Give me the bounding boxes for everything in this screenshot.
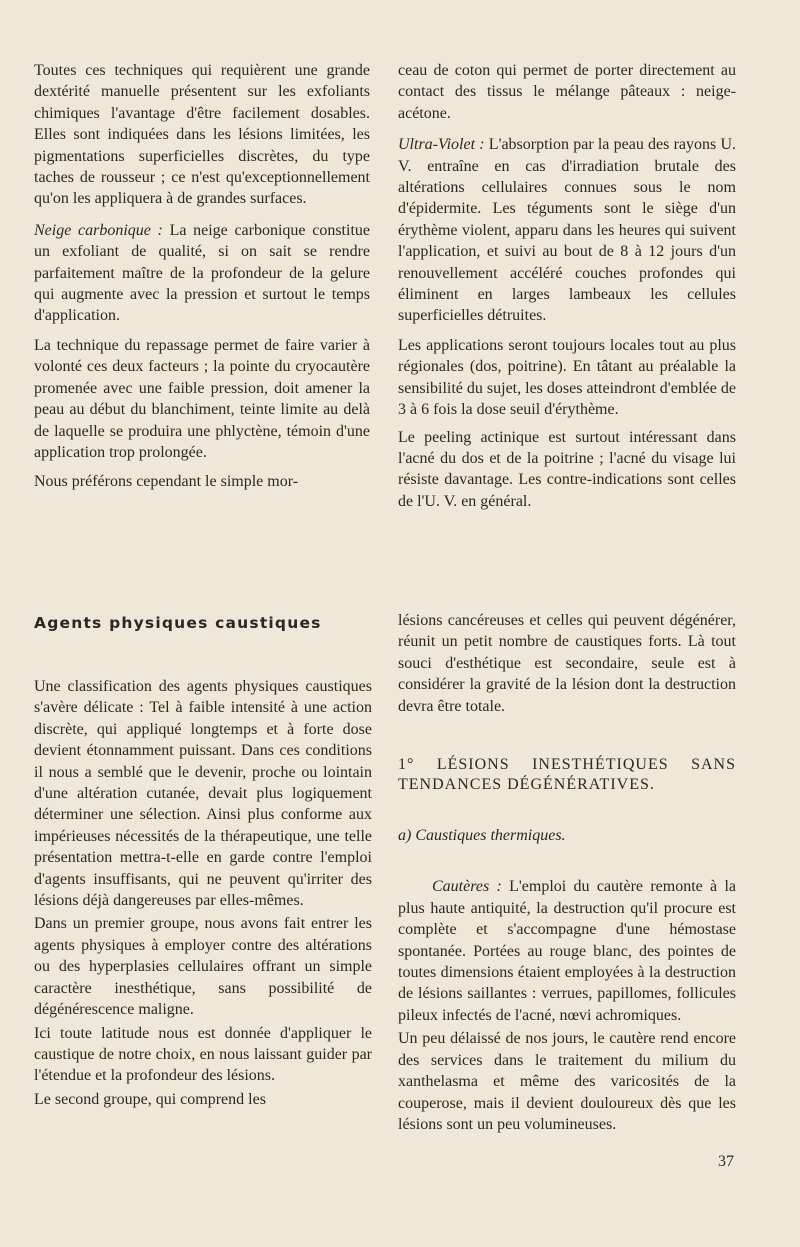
paragraph: Un peu délaissé de nos jours, le cautère rend encore des services dans le traitement du milium du xanthelasma et même des varicosités de la couperose, mais il devient douloureux dès que les lésions sont un peu volumineuses. (398, 1030, 736, 1133)
paragraph (34, 220, 370, 327)
paragraph: Ici toute latitude nous est donnée d'appliquer le caustique de notre choix, en nous laissant guider par l'étendue et la profondeur des lésions. (34, 1024, 372, 1085)
term-neige-carbonique: Neige carbonique : (34, 221, 163, 239)
paragraph: Toutes ces techniques qui requièrent une grande dextérité manuelle présentent sur les exfoliants chimiques l'avantage d'être facilement dosables. Elles sont indiquées dans les lésions limitées, les pigmentations superficielles discrètes, du type taches de rousseur ; ce n'est qu'exceptionnellement qu'on les appliquera à de grandes surfaces. (34, 62, 370, 208)
term-cauteres: Cautères : (432, 878, 502, 896)
paragraph: Le second groupe, qui comprend les (34, 1090, 266, 1108)
paragraph-text: L'absorption par la peau des rayons U. V. entraîne en cas d'irradiation brutale des altérations cellulaires connues sous le nom d'épidermite. Les téguments sont le siège d'un érythème violent, apparu dans les heures qui suivent l'application, et suivi au bout de 8 à 12 jours d'un renouvellement accéléré couches profondes qui éliminent en larges lambeaux les cellules superficielles détruites. (398, 136, 737, 325)
page-number: 37 (718, 1153, 734, 1170)
paragraph: Les applications seront toujours locales tout au plus régionales (dos, poitrine). En tâtant au préalable la sensibilité du sujet, les doses atteindront d'emblée de 3 à 6 fois la dose seuil d'érythème. (398, 336, 736, 419)
paragraph: lésions cancéreuses et celles qui peuvent dégénérer, réunit un petit nombre de caustiques forts. Là tout souci d'esthétique est secondaire, seule est à considérer la gravité de la lésion dont la destruction devra être totale. (398, 612, 736, 715)
paragraph: Le peeling actinique est surtout intéressant dans l'acné du dos et de la poitrine ; l'acné du visage lui résiste davantage. Les contre-indications sont celles de l'U. V. en général. (398, 428, 736, 510)
paragraph: Nous préférons cependant le simple mor- (34, 473, 299, 491)
paragraph (398, 876, 736, 1026)
paragraph: La technique du repassage permet de faire varier à volonté ces deux facteurs ; la pointe du cryocautère promenée avec une faible pression, doit amener la peau au début du blanchiment, teinte limite au delà de laquelle se produira une phlyctène, témoin d'une application trop prolongée. (34, 336, 370, 461)
paragraph: ceau de coton qui permet de porter directement au contact des tissus le mélange pâteaux : neige-acétone. (398, 62, 736, 122)
subheading: 1° LÉSIONS INESTHÉTIQUES SANS TENDANCES DÉGÉNÉRATIVES. (398, 756, 736, 794)
term-ultra-violet: Ultra-Violet : (398, 136, 485, 154)
paragraph (398, 134, 736, 327)
column-bottom-right (398, 610, 736, 1141)
paragraph-text: La neige carbonique constitue un exfoliant de qualité, si on sait se rendre parfaitement maître de la profondeur de la gelure qui augmente avec la pression et surtout le temps d'application. (34, 221, 370, 325)
sub-subheading: a) Caustiques thermiques. (398, 827, 566, 845)
column-top-right (398, 60, 736, 518)
paragraph: Dans un premier groupe, nous avons fait entrer les agents physiques à employer contre des altérations ou des hyperplasies cellulaires offrant un simple caractère inesthétique, sans possibilité de dégénérescence maligne. (34, 915, 372, 1019)
paragraph-text: L'emploi du cautère remonte à la plus haute antiquité, la destruction qu'il procure est complète et s'accompagne d'une hémostase spontanée. Portées au rouge blanc, des pointes de toutes dimensions étaient employées à la destruction de lésions saillantes : verrues, papillomes, follicules pileux infectés de l'acné, nœvi achromiques. (398, 878, 737, 1024)
column-top-left (34, 60, 370, 499)
section-title: Agents physiques caustiques (34, 614, 322, 632)
column-bottom-left (34, 676, 372, 1116)
paragraph: Une classification des agents physiques caustiques s'avère délicate : Tel à faible intensité à une action discrète, qui appliqué longtemps et à forte dose devient étonnamment puissant. Dans ces conditions il nous a semblé que le devenir, proche ou lointain d'une altération cutanée, devait plus logiquement déterminer une sélection. Ainsi plus conforme aux impérieuses nécessités de la thérapeutique, une telle présentation mettra-t-elle en garde contre l'emploi d'agents insuffisants, qui ne peuvent qu'irriter des lésions déjà dangereuses par elles-mêmes. (34, 678, 372, 910)
